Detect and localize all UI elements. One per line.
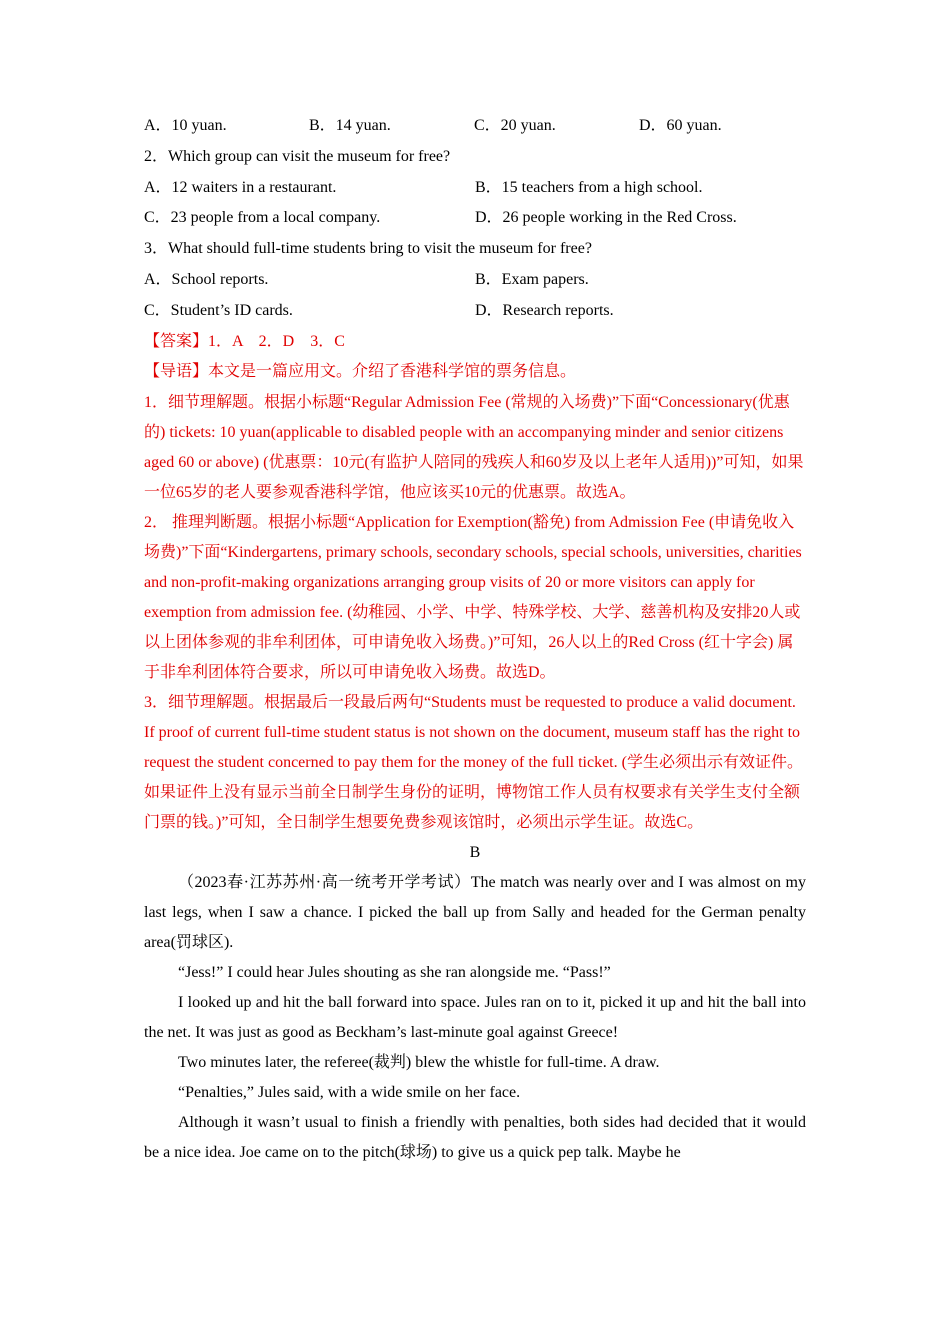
q2-option-d: D．26 people working in the Red Cross. bbox=[475, 209, 737, 227]
q2-option-a: A．12 waiters in a restaurant. bbox=[144, 178, 337, 196]
q1-option-a: A．10 yuan. bbox=[144, 117, 227, 134]
question-2-options-row2 bbox=[144, 203, 806, 234]
q3-option-b: B．Exam papers. bbox=[475, 270, 589, 288]
passage-paragraph: Two minutes later, the referee(裁判) blew the whistle for full-time. A draw. bbox=[178, 1054, 660, 1072]
explanation-2: 2． 推理判断题。根据小标题“Application for Exemption(豁免) from Admission Fee (申请免收入场费)”下面“Kindergartens, primary schools, secondary schools, special schools, universities, charities and non-profit-making organizations arranging group visits of 20 or more visitors can apply for exemption from admission fee. (幼稚园、小学、中学、特殊学校、大学、慈善机构及安排20人或以上团体参观的非牟利团体，可申请免收入场费。)”可知，26人以上的Red Cross (红十字会) 属于非牟利团体符合要求，所以可申请免收入场费。故选D。 bbox=[144, 514, 802, 682]
answer-key: 【答案】1．A 2．D 3．C bbox=[144, 332, 345, 350]
question-1-options bbox=[144, 111, 806, 142]
q2-option-b: B．15 teachers from a high school. bbox=[475, 178, 703, 196]
question-3-stem: 3．What should full-time students bring to visit the museum for free? bbox=[144, 240, 592, 258]
q3-option-c: C．Student’s ID cards. bbox=[144, 301, 293, 319]
q1-option-c: C．20 yuan. bbox=[474, 117, 556, 134]
explanation-1: 1．细节理解题。根据小标题“Regular Admission Fee (常规的入场费)”下面“Concessionary(优惠的) tickets: 10 yuan(applicable to disabled people with an accompanying minder and senior citizens aged 60 or above) (优惠票：10元(有监护人陪同的残疾人和60岁及以上老年人适用))”可知，如果一位65岁的老人要参观香港科学馆，他应该买10元的优惠票。故选A。 bbox=[144, 394, 804, 502]
section-b-heading: B bbox=[469, 844, 481, 862]
passage-paragraph: “Jess!” I could hear Jules shouting as she ran alongside me. “Pass!” bbox=[178, 964, 611, 982]
passage-paragraph: （2023春·江苏苏州·高一统考开学考试）The match was nearly over and I was almost on my last legs, when I saw a chance. I picked the ball up from Sally and headed for the German penalty area(罚球区). bbox=[144, 874, 806, 952]
q3-option-a: A．School reports. bbox=[144, 270, 269, 288]
q1-option-b: B．14 yuan. bbox=[309, 117, 391, 134]
passage-paragraph: “Penalties,” Jules said, with a wide smile on her face. bbox=[178, 1084, 521, 1102]
q2-option-c: C．23 people from a local company. bbox=[144, 209, 381, 227]
question-3-options-row1 bbox=[144, 265, 806, 296]
question-3-options-row2 bbox=[144, 296, 806, 327]
explanation-3: 3．细节理解题。根据最后一段最后两句“Students must be requested to produce a valid document. If proof of current full-time student status is not shown on the document, museum staff has the right to request the student concerned to pay them for the money of the full ticket. (学生必须出示有效证件。如果证件上没有显示当前全日制学生身份的证明，博物馆工作人员有权要求有关学生支付全额门票的钱。)”可知，全日制学生想要免费参观该馆时，必须出示学生证。故选C。 bbox=[144, 694, 803, 832]
question-2-options-row1 bbox=[144, 173, 806, 204]
guide-text: 【导语】本文是一篇应用文。介绍了香港科学馆的票务信息。 bbox=[144, 363, 577, 381]
q3-option-d: D．Research reports. bbox=[475, 301, 614, 319]
passage-paragraph: Although it wasn’t usual to finish a friendly with penalties, both sides had decided that it would be a nice idea. Joe came on to the pitch(球场) to give us a quick pep talk. Maybe he bbox=[144, 1114, 806, 1162]
q1-option-d: D．60 yuan. bbox=[639, 117, 722, 134]
question-2-stem: 2．Which group can visit the museum for free? bbox=[144, 147, 451, 165]
passage-paragraph: I looked up and hit the ball forward into space. Jules ran on to it, picked it up and hit the ball into the net. It was just as good as Beckham’s last-minute goal against Greece! bbox=[144, 994, 806, 1042]
document-page bbox=[144, 111, 806, 1168]
